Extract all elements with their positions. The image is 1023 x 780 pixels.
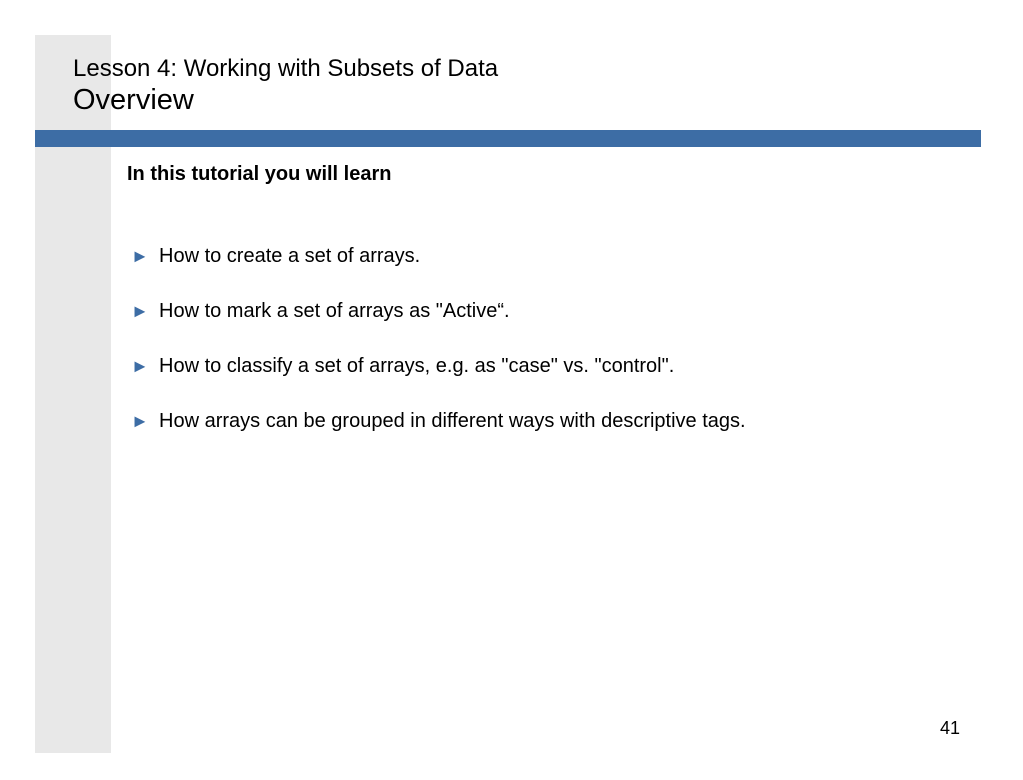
bullet-list [131,244,746,464]
bullet-item [131,299,746,354]
lesson-title: Lesson 4: Working with Subsets of Data [73,55,499,82]
bullet-marker-icon: ► [131,411,149,431]
bullet-item [131,409,746,464]
slide-header [73,55,973,117]
bullet-text: How to create a set of arrays. [159,245,421,267]
bullet-marker-icon: ► [131,246,149,266]
title-divider-bar [35,130,981,147]
bullet-text: How to classify a set of arrays, e.g. as "case" vs. "control". [159,355,675,377]
page-number: 41 [939,718,960,738]
bullet-marker-icon: ► [131,301,149,321]
bullet-text: How to mark a set of arrays as "Active“. [159,300,510,322]
bullet-marker-icon: ► [131,356,149,376]
intro-heading: In this tutorial you will learn [127,163,392,185]
bullet-item [131,354,746,409]
bullet-text: How arrays can be grouped in different ways with descriptive tags. [159,410,746,432]
bullet-item [131,244,746,299]
section-title: Overview [73,84,194,116]
